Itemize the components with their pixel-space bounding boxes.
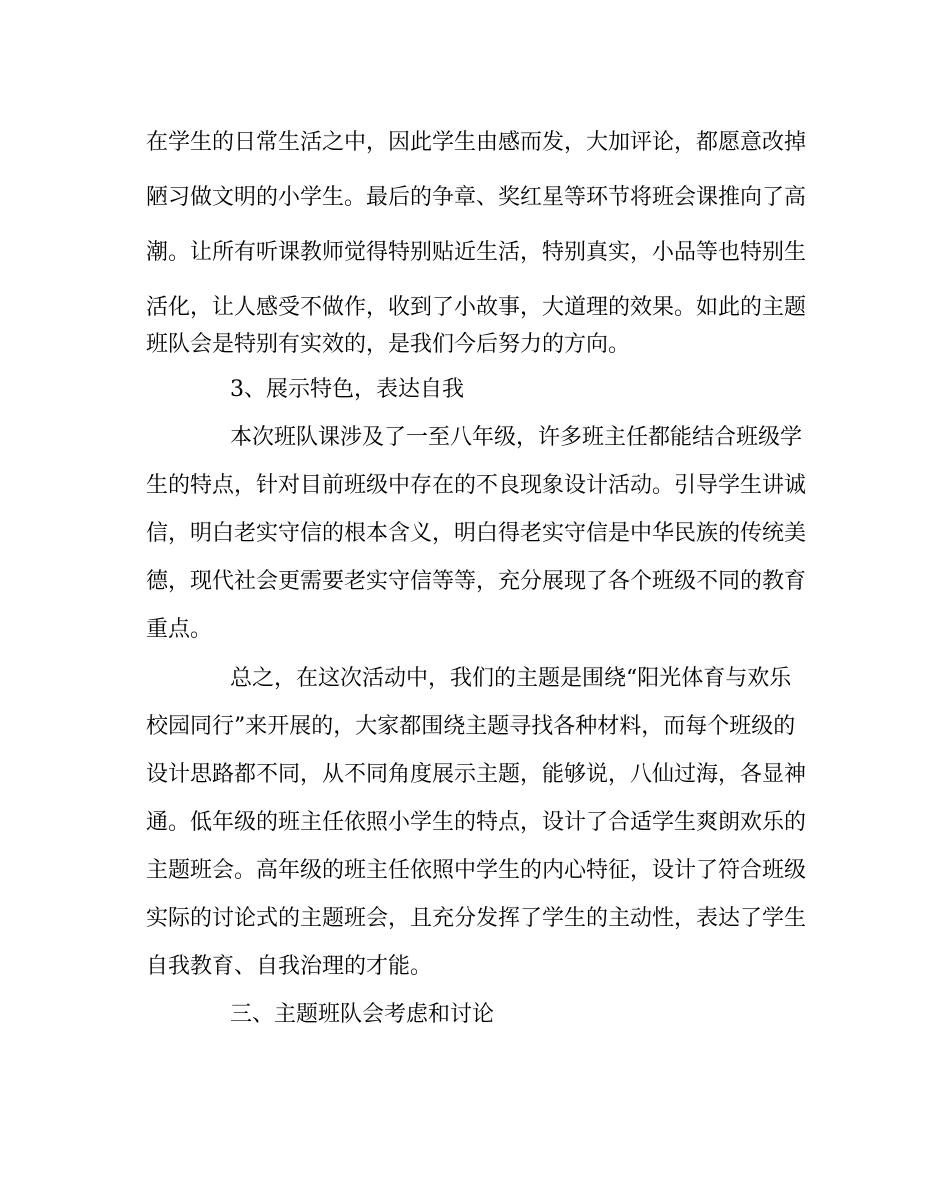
- paragraph-line: 潮。让所有听课教师觉得特别贴近生活，特别真实，小品等也特别生: [146, 240, 807, 265]
- paragraph-line: 班队会是特别有实效的，是我们今后努力的方向。: [146, 332, 631, 357]
- paragraph-line: 在学生的日常生活之中，因此学生由感而发，大加评论，都愿意改掉: [146, 130, 807, 155]
- paragraph-line: 实际的讨论式的主题班会，且充分发挥了学生的主动性，表达了学生: [146, 906, 807, 931]
- paragraph-line: 主题班会。高年级的班主任依照中学生的内心特征，设计了符合班级: [146, 858, 807, 883]
- paragraph-line: 总之，在这次活动中，我们的主题是围绕“阳光体育与欢乐: [230, 666, 792, 691]
- paragraph-line: 生的特点，针对目前班级中存在的不良现象设计活动。引导学生讲诚: [146, 473, 807, 498]
- paragraph-line: 本次班队课涉及了一至八年级，许多班主任都能结合班级学: [230, 425, 803, 450]
- paragraph-line: 校园同行”来开展的，大家都围绕主题寻找各种材料，而每个班级的: [146, 714, 796, 739]
- paragraph-line: 设计思路都不同，从不同角度展示主题，能够说，八仙过海，各显神: [146, 762, 807, 787]
- paragraph-line: 德，现代社会更需要老实守信等等，充分展现了各个班级不同的教育: [146, 569, 807, 594]
- paragraph-line: 活化，让人感受不做作，收到了小故事，大道理的效果。如此的主题: [146, 295, 807, 320]
- paragraph-line: 自我教育、自我治理的才能。: [146, 954, 433, 979]
- paragraph-line: 通。低年级的班主任依照小学生的特点，设计了合适学生爽朗欢乐的: [146, 810, 807, 835]
- section-heading: 3、展示特色，表达自我: [230, 377, 464, 402]
- paragraph-line: 陋习做文明的小学生。最后的争章、奖红星等环节将班会课推向了高: [146, 185, 807, 210]
- paragraph-line: 重点。: [146, 617, 213, 642]
- section-heading: 三、主题班队会考虑和讨论: [230, 1002, 495, 1027]
- paragraph-line: 信，明白老实守信的根本含义，明白得老实守信是中华民族的传统美: [146, 521, 807, 546]
